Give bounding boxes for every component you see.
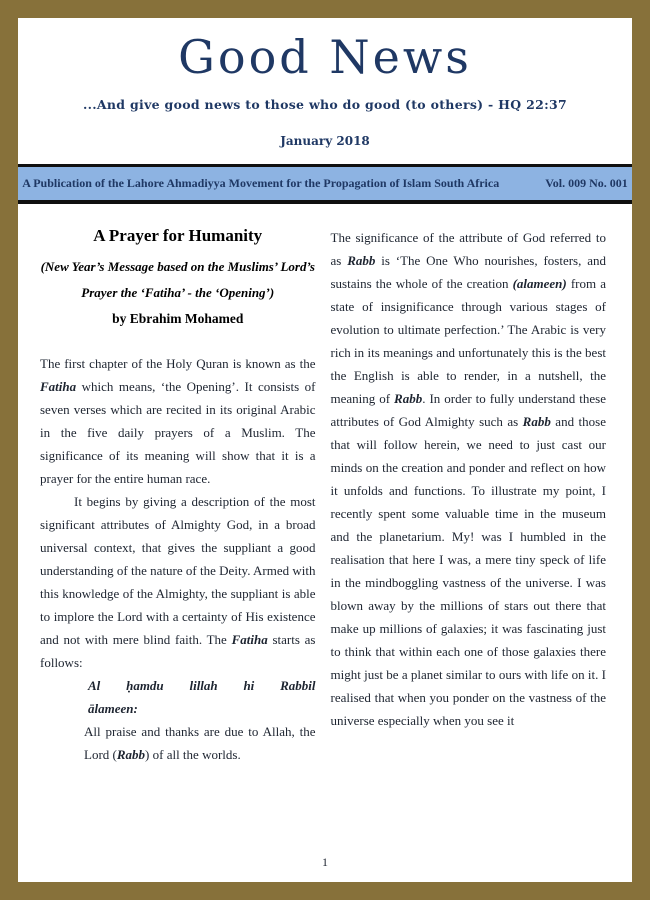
article-heading: A Prayer for Humanity (93, 225, 263, 245)
page-footer (18, 855, 632, 870)
volume-number: Vol. 009 No. 001 (545, 175, 628, 190)
right-column (331, 226, 607, 766)
page-number: 1 (322, 855, 328, 869)
issue-date: January 2018 (280, 133, 370, 148)
paragraph-attributes: It begins by giving a description of the most significant attributes of Almighty God, in a broad universal context, that gives the suppliant a good understanding of the nature of the Deity. Armed with this knowledge of the Almighty, the suppliant is able to implore the Lord with a certainty of His existence and not with mere blind faith. The Fatiha starts as follows: (40, 493, 316, 670)
article-body (18, 204, 632, 766)
article-byline: by Ebrahim Mohamed (112, 310, 244, 326)
tagline: ...And give good news to those who do good (to others) - HQ 22:37 (82, 96, 568, 112)
paragraph-intro: The first chapter of the Holy Quran is known as the Fatiha which means, ‘the Opening’. It consists of seven verses which are recited in its original Arabic in the five daily prayers of a Muslim. The significance of its meaning will show that it is a prayer for the entire human race. (40, 355, 316, 486)
transliteration-block (88, 674, 316, 720)
masthead (18, 18, 632, 148)
translation-block: All praise and thanks are due to Allah, the Lord (Rabb) of all the worlds. (84, 723, 316, 762)
publication-banner (18, 164, 632, 204)
transliteration-line-1: Al ḥamdu lillah hi Rabbil (88, 677, 316, 693)
newsletter-title: Good News (178, 30, 472, 84)
paragraph-rabb-meaning: The significance of the attribute of God referred to as Rabb is ‘The One Who nourishes, fosters, and sustains the whole of the creation (alameen) from a state of insignificance through various stages of evolution to ultimate perfection.’ The Arabic is very rich in its meanings and unfortunately this is the best the English is able to render, in a nutshell, the meaning of Rabb. In order to fully understand these attributes of God Almighty such as Rabb and those that will follow herein, we need to just cast our minds on the creation and ponder and reflect on how it unfolds and functions. To illustrate my point, I recently spent some valuable time in the museum and the planetarium. My! was I humbled in the realisation that here I was, a mere tiny speck of life in the mindboggling vastness of the universe. I was blown away by the millions of stars out there that make up millions of galaxies; it was fascinating just to think that within each one of those galaxies there might just be a planet similar to ours with life on it. I realised that when you ponder on the vastness of the universe especially when you see it (330, 229, 606, 728)
left-column (40, 226, 316, 766)
article-subtitle: (New Year’s Message based on the Muslims’ Lord’s Prayer the ‘Fatiha’ - the ‘Opening’) (40, 258, 315, 300)
transliteration-line-2: ālameen: (88, 700, 138, 716)
publication-text: A Publication of the Lahore Ahmadiyya Movement for the Propagation of Islam South Africa (22, 175, 500, 190)
